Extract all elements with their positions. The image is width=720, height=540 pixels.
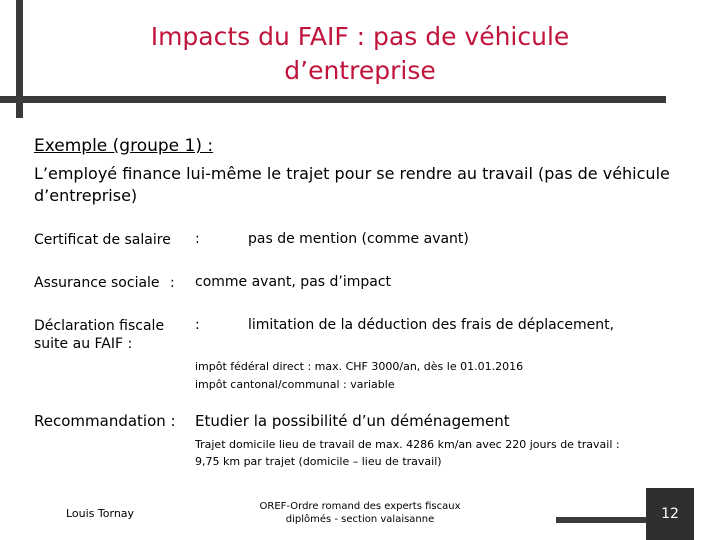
row-label-assurance: [34, 274, 175, 292]
slide-title: Impacts du FAIF : pas de véhicule d’entreprise: [150, 22, 570, 85]
footer-author: Louis Tornay: [66, 507, 135, 520]
footer-bar: [556, 517, 646, 523]
recommendation-value: Etudier la possibilité d’un déménagement: [195, 412, 510, 430]
row-label-declaration: Déclaration fiscale suite au FAIF :: [34, 318, 165, 352]
row-colon-assurance: :: [170, 275, 175, 291]
tax-note-cantonal: impôt cantonal/communal : variable: [195, 378, 395, 391]
example-text: L’employé finance lui-même le trajet pour se rendre au travail (pas de véhicule d’entreprise): [34, 164, 670, 205]
title-rule-left: [0, 96, 16, 103]
row-colon-certificat: :: [195, 231, 200, 247]
tax-note-federal: impôt fédéral direct : max. CHF 3000/an, dès le 01.01.2016: [195, 360, 524, 373]
recommendation-label: Recommandation :: [34, 412, 176, 430]
recommendation-note: Trajet domicile lieu de travail de max. 4286 km/an avec 220 jours de travail : 9,75 km par trajet (domicile – lieu de travail): [195, 438, 620, 468]
row-label-assurance-text: Assurance sociale: [34, 275, 160, 291]
row-colon-declaration: :: [195, 317, 200, 333]
row-value-declaration: limitation de la déduction des frais de déplacement,: [248, 317, 615, 333]
example-heading: Exemple (groupe 1) :: [34, 136, 214, 156]
row-value-certificat: pas de mention (comme avant): [248, 231, 469, 247]
row-label-certificat: Certificat de salaire: [34, 232, 171, 248]
page-number: 12: [646, 488, 694, 540]
title-rule-horizontal: [16, 96, 666, 103]
footer-organization: OREF-Ordre romand des experts fiscaux diplômés - section valaisanne: [259, 501, 461, 525]
row-value-assurance: comme avant, pas d’impact: [195, 274, 392, 290]
